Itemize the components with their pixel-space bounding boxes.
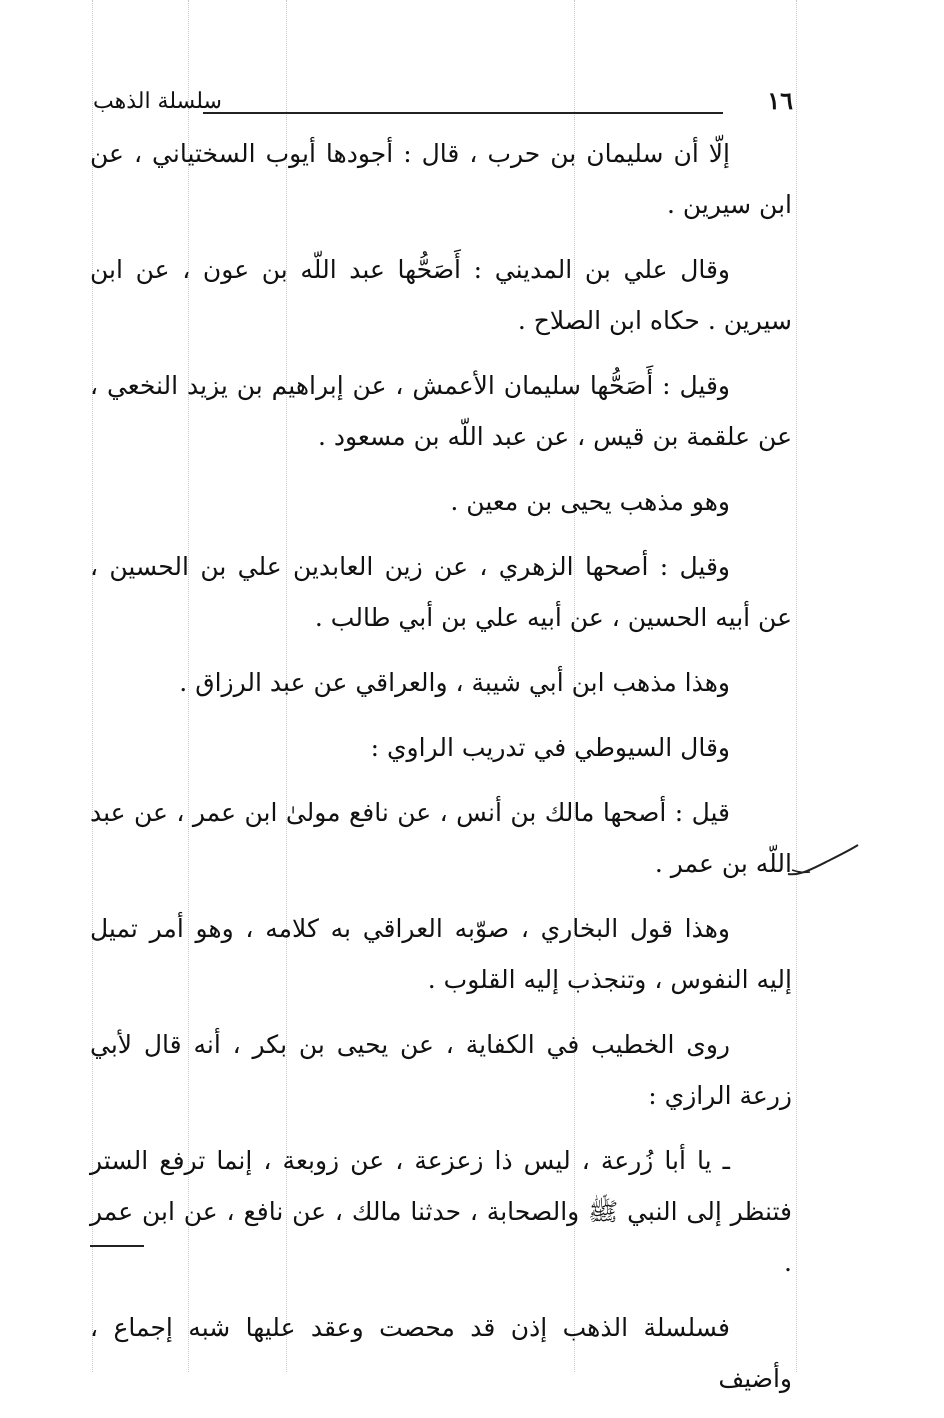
paragraph: ـ يا أبا زُرعة ، ليس ذا زعزعة ، عن زوبعة ، إنما ترفع الستر فتنظر إلى النبي ﷺ والصحابة ، حدثنا مالك ، عن نافع ، عن ابن عمر . <box>90 1146 792 1277</box>
running-title: سلسلة الذهب <box>93 89 222 114</box>
page-number: ١٦ <box>767 86 793 115</box>
paragraph: قيل : أصحها مالك بن أنس ، عن نافع مولىٰ ابن عمر ، عن عبد اللّه بن عمر . <box>90 798 792 878</box>
paragraph: وقيل : أصحها الزهري ، عن زين العابدين علي بن الحسين ، عن أبيه الحسين ، عن أبيه علي بن أبي طالب . <box>90 552 792 632</box>
paragraph: وهذا مذهب ابن أبي شيبة ، والعراقي عن عبد الرزاق . <box>179 668 730 697</box>
scan-guide-line <box>796 0 797 1372</box>
paragraph: إلّا أن سليمان بن حرب ، قال : أجودها أيوب السختياني ، عن ابن سيرين . <box>90 139 792 219</box>
paragraph: وقال علي بن المديني : أَصَحُّها عبد اللّه بن عون ، عن ابن سيرين . حكاه ابن الصلاح . <box>90 255 792 335</box>
paragraph: وقيل : أَصَحُّها سليمان الأعمش ، عن إبراهيم بن يزيد النخعي ، عن علقمة بن قيس ، عن عبد اللّه بن مسعود . <box>90 371 792 451</box>
handwritten-margin-mark <box>786 842 860 882</box>
paragraph: وقال السيوطي في تدريب الراوي : <box>370 733 730 762</box>
continuation-rule <box>90 1245 144 1247</box>
header-rule <box>203 112 723 114</box>
paragraph: وهو مذهب يحيى بن معين . <box>450 487 730 516</box>
paragraph: روى الخطيب في الكفاية ، عن يحيى بن بكر ، أنه قال لأبي زرعة الرازي : <box>90 1030 792 1110</box>
paragraph: فسلسلة الذهب إذن قد محصت وعقد عليها شبه إجماع ، وأضيف <box>90 1313 792 1393</box>
page-header <box>93 86 793 120</box>
page-body <box>90 128 792 1418</box>
paragraph: وهذا قول البخاري ، صوّبه العراقي به كلامه ، وهو أمر تميل إليه النفوس ، وتنجذب إليه القلوب . <box>90 914 792 994</box>
